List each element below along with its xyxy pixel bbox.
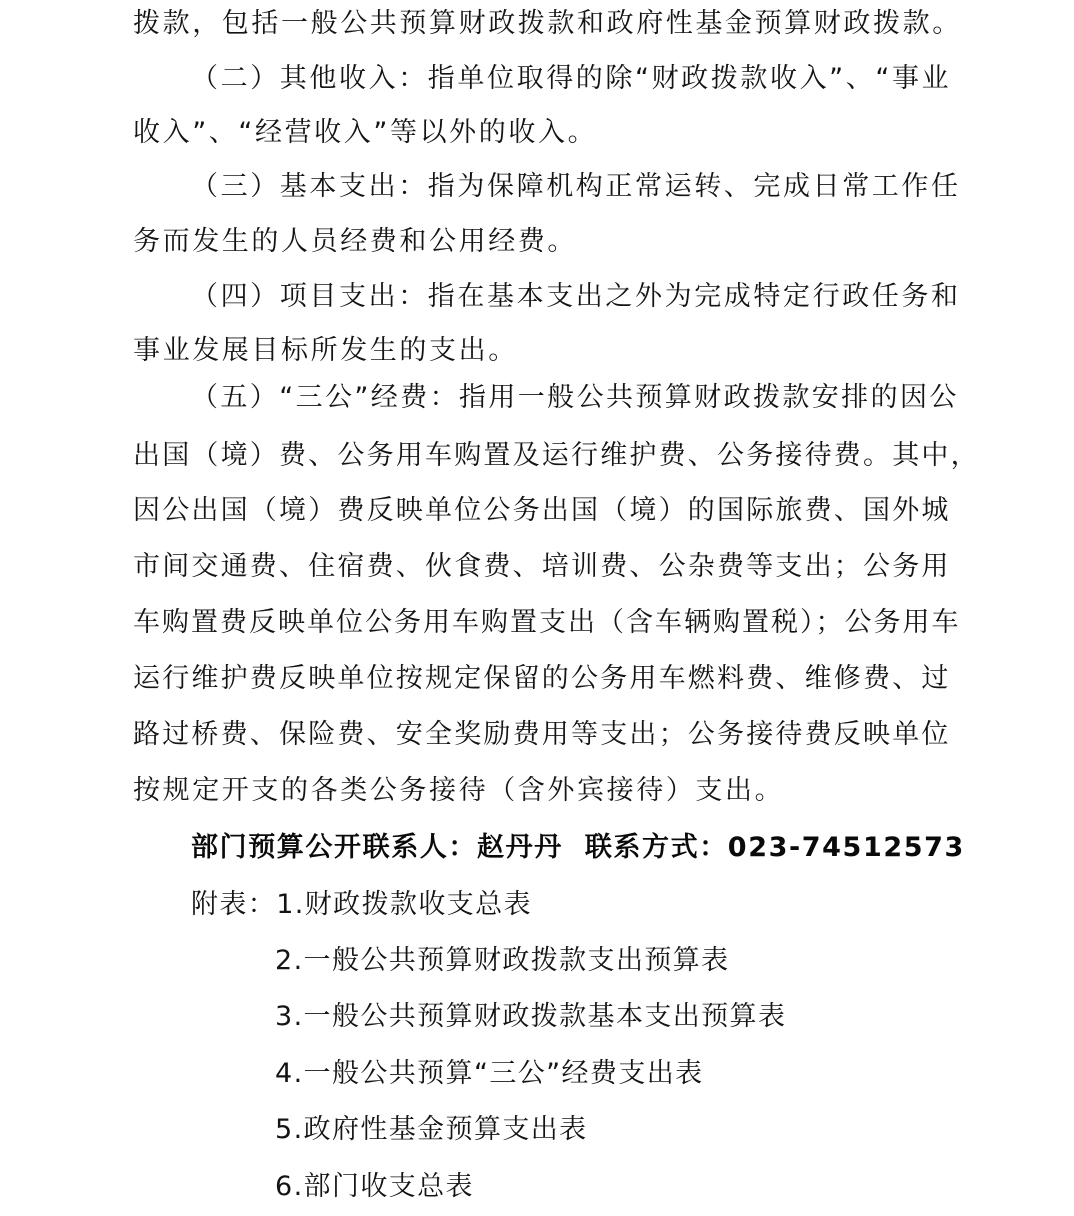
annex-label: 附表： [191, 889, 277, 920]
body-text-line: 拨款，包括一般公共预算财政拨款和政府性基金预算财政拨款。 [133, 8, 962, 39]
body-text-line: 运行维护费反映单位按规定保留的公务用车燃料费、维修费、过 [133, 663, 951, 694]
annex-item: 4.一般公共预算“三公”经费支出表 [275, 1058, 704, 1089]
annex-line [191, 887, 532, 923]
body-text-line: 市间交通费、住宿费、伙食费、培训费、公杂费等支出；公务用 [133, 551, 951, 582]
contact-line [191, 830, 965, 866]
body-text-line: （二）其他收入：指单位取得的除“财政拨款收入”、“事业 [191, 63, 952, 94]
body-text-line: （三）基本支出：指为保障机构正常运转、完成日常工作任 [191, 171, 961, 202]
body-text-line: 因公出国（境）费反映单位公务出国（境）的国际旅费、国外城 [133, 495, 951, 526]
body-text-line: 出国（境）费、公务用车购置及运行维护费、公务接待费。其中， [133, 440, 980, 471]
contact-person: 部门预算公开联系人：赵丹丹 [191, 832, 563, 863]
annex-item: 1.财政拨款收支总表 [276, 889, 532, 920]
body-text-line: 收入”、“经营收入”等以外的收入。 [133, 117, 598, 148]
annex-item: 5.政府性基金预算支出表 [275, 1114, 588, 1145]
annex-item: 2.一般公共预算财政拨款支出预算表 [275, 945, 730, 976]
annex-item: 6.部门收支总表 [275, 1171, 474, 1202]
body-text-line: （五）“三公”经费：指用一般公共预算财政拨款安排的因公 [191, 382, 959, 413]
body-text-line: 务而发生的人员经费和公用经费。 [133, 226, 577, 257]
body-text-line: 路过桥费、保险费、安全奖励费用等支出；公务接待费反映单位 [133, 719, 951, 750]
body-text-line: 车购置费反映单位公务用车购置支出（含车辆购置税）；公务用车 [133, 607, 961, 638]
contact-phone: 联系方式：023-74512573 [584, 832, 965, 863]
body-text-line: 按规定开支的各类公务接待（含外宾接待）支出。 [133, 775, 785, 806]
body-text-line: （四）项目支出：指在基本支出之外为完成特定行政任务和 [191, 281, 961, 312]
body-text-line: 事业发展目标所发生的支出。 [133, 335, 518, 366]
annex-item: 3.一般公共预算财政拨款基本支出预算表 [275, 1001, 787, 1032]
